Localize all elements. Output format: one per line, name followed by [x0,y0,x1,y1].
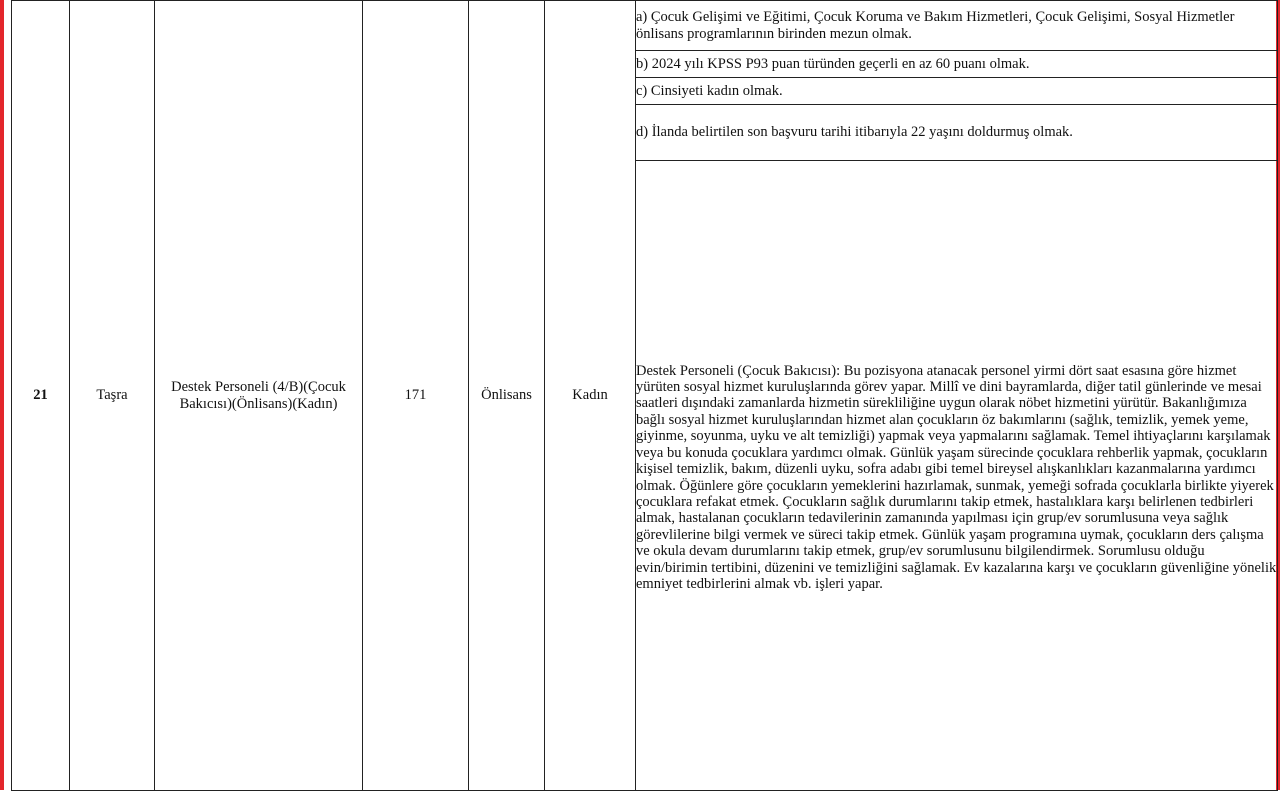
quota-cell: 171 [363,1,469,791]
requirement-c: c) Cinsiyeti kadın olmak. [636,78,1278,105]
job-description-cell [636,161,1278,791]
requirement-b: b) 2024 yılı KPSS P93 puan türünden geçerli en az 60 puanı olmak. [636,51,1278,78]
requirement-d: d) İlanda belirtilen son başvuru tarihi itibarıyla 22 yaşını doldurmuş olmak. [636,105,1278,161]
unit-cell: Taşra [70,1,155,791]
row-number-cell: 21 [12,1,70,791]
education-level-cell: Önlisans [469,1,545,791]
gender-cell: Kadın [545,1,636,791]
job-description-text: Destek Personeli (Çocuk Bakıcısı): Bu pozisyona atanacak personel yirmi dört saat esasına göre hizmet yürüten sosyal hizmet kuruluşlarında görev yapar. Millî ve dini bayramlarda, diğer tatil günlerinde ve mesai saatleri dışındaki zamanlarda hizmetin sürekliliğine uygun olarak nöbet hizmetini yürütür. Bakanlığımıza bağlı sosyal hizmet kuruluşlarından hizmet alan çocukların öz bakımlarını (sağlık, temizlik, yemek yeme, giyinme, soyunma, uyku ve alt temizliği) yapmak veya yapmalarını sağlamak. Temel ihtiyaçlarını karşılamak veya bu konuda çocuklara yardımcı olmak. Günlük yaşam sürecinde çocuklara rehberlik yapmak, çocukların kişisel temizlik, bakım, düzenli uyku, sofra adabı gibi temel bireysel alışkanlıkları kazanmalarına yardımcı olmak. Öğünlere göre çocukların yemeklerini hazırlamak, sunmak, yemeği sofrada çocuklarla birlikte yiyerek çocuklara refakat etmek. Çocukların sağlık durumlarını takip etmek, hastalıklara karşı belirlenen tedbirleri almak, hastalanan çocukların tedavilerinin zamanında yapılması için grup/ev sorumlusuna veya sağlık görevlilerine bilgi vermek ve süreci takip etmek. Günlük yaşam programına uymak, çocukların ders çalışma ve okula devam durumlarını takip etmek, grup/ev sorumlusunu bilgilendirmek. Sorumlusu olduğu evin/birimin tertibini, düzenini ve temizliğini sağlamak. Ev kazalarına karşı ve çocukların güvenliğine yönelik emniyet tedbirlerini almak vb. işleri yapar. [636,362,1277,592]
requirement-a: a) Çocuk Gelişimi ve Eğitimi, Çocuk Koruma ve Bakım Hizmetleri, Çocuk Gelişimi, Sosyal Hizmetler önlisans programlarının birinden mezun olmak. [636,1,1278,51]
table-row [12,1,1278,51]
position-title-cell: Destek Personeli (4/B)(Çocuk Bakıcısı)(Önlisans)(Kadın) [155,1,363,791]
position-table [11,0,1278,791]
